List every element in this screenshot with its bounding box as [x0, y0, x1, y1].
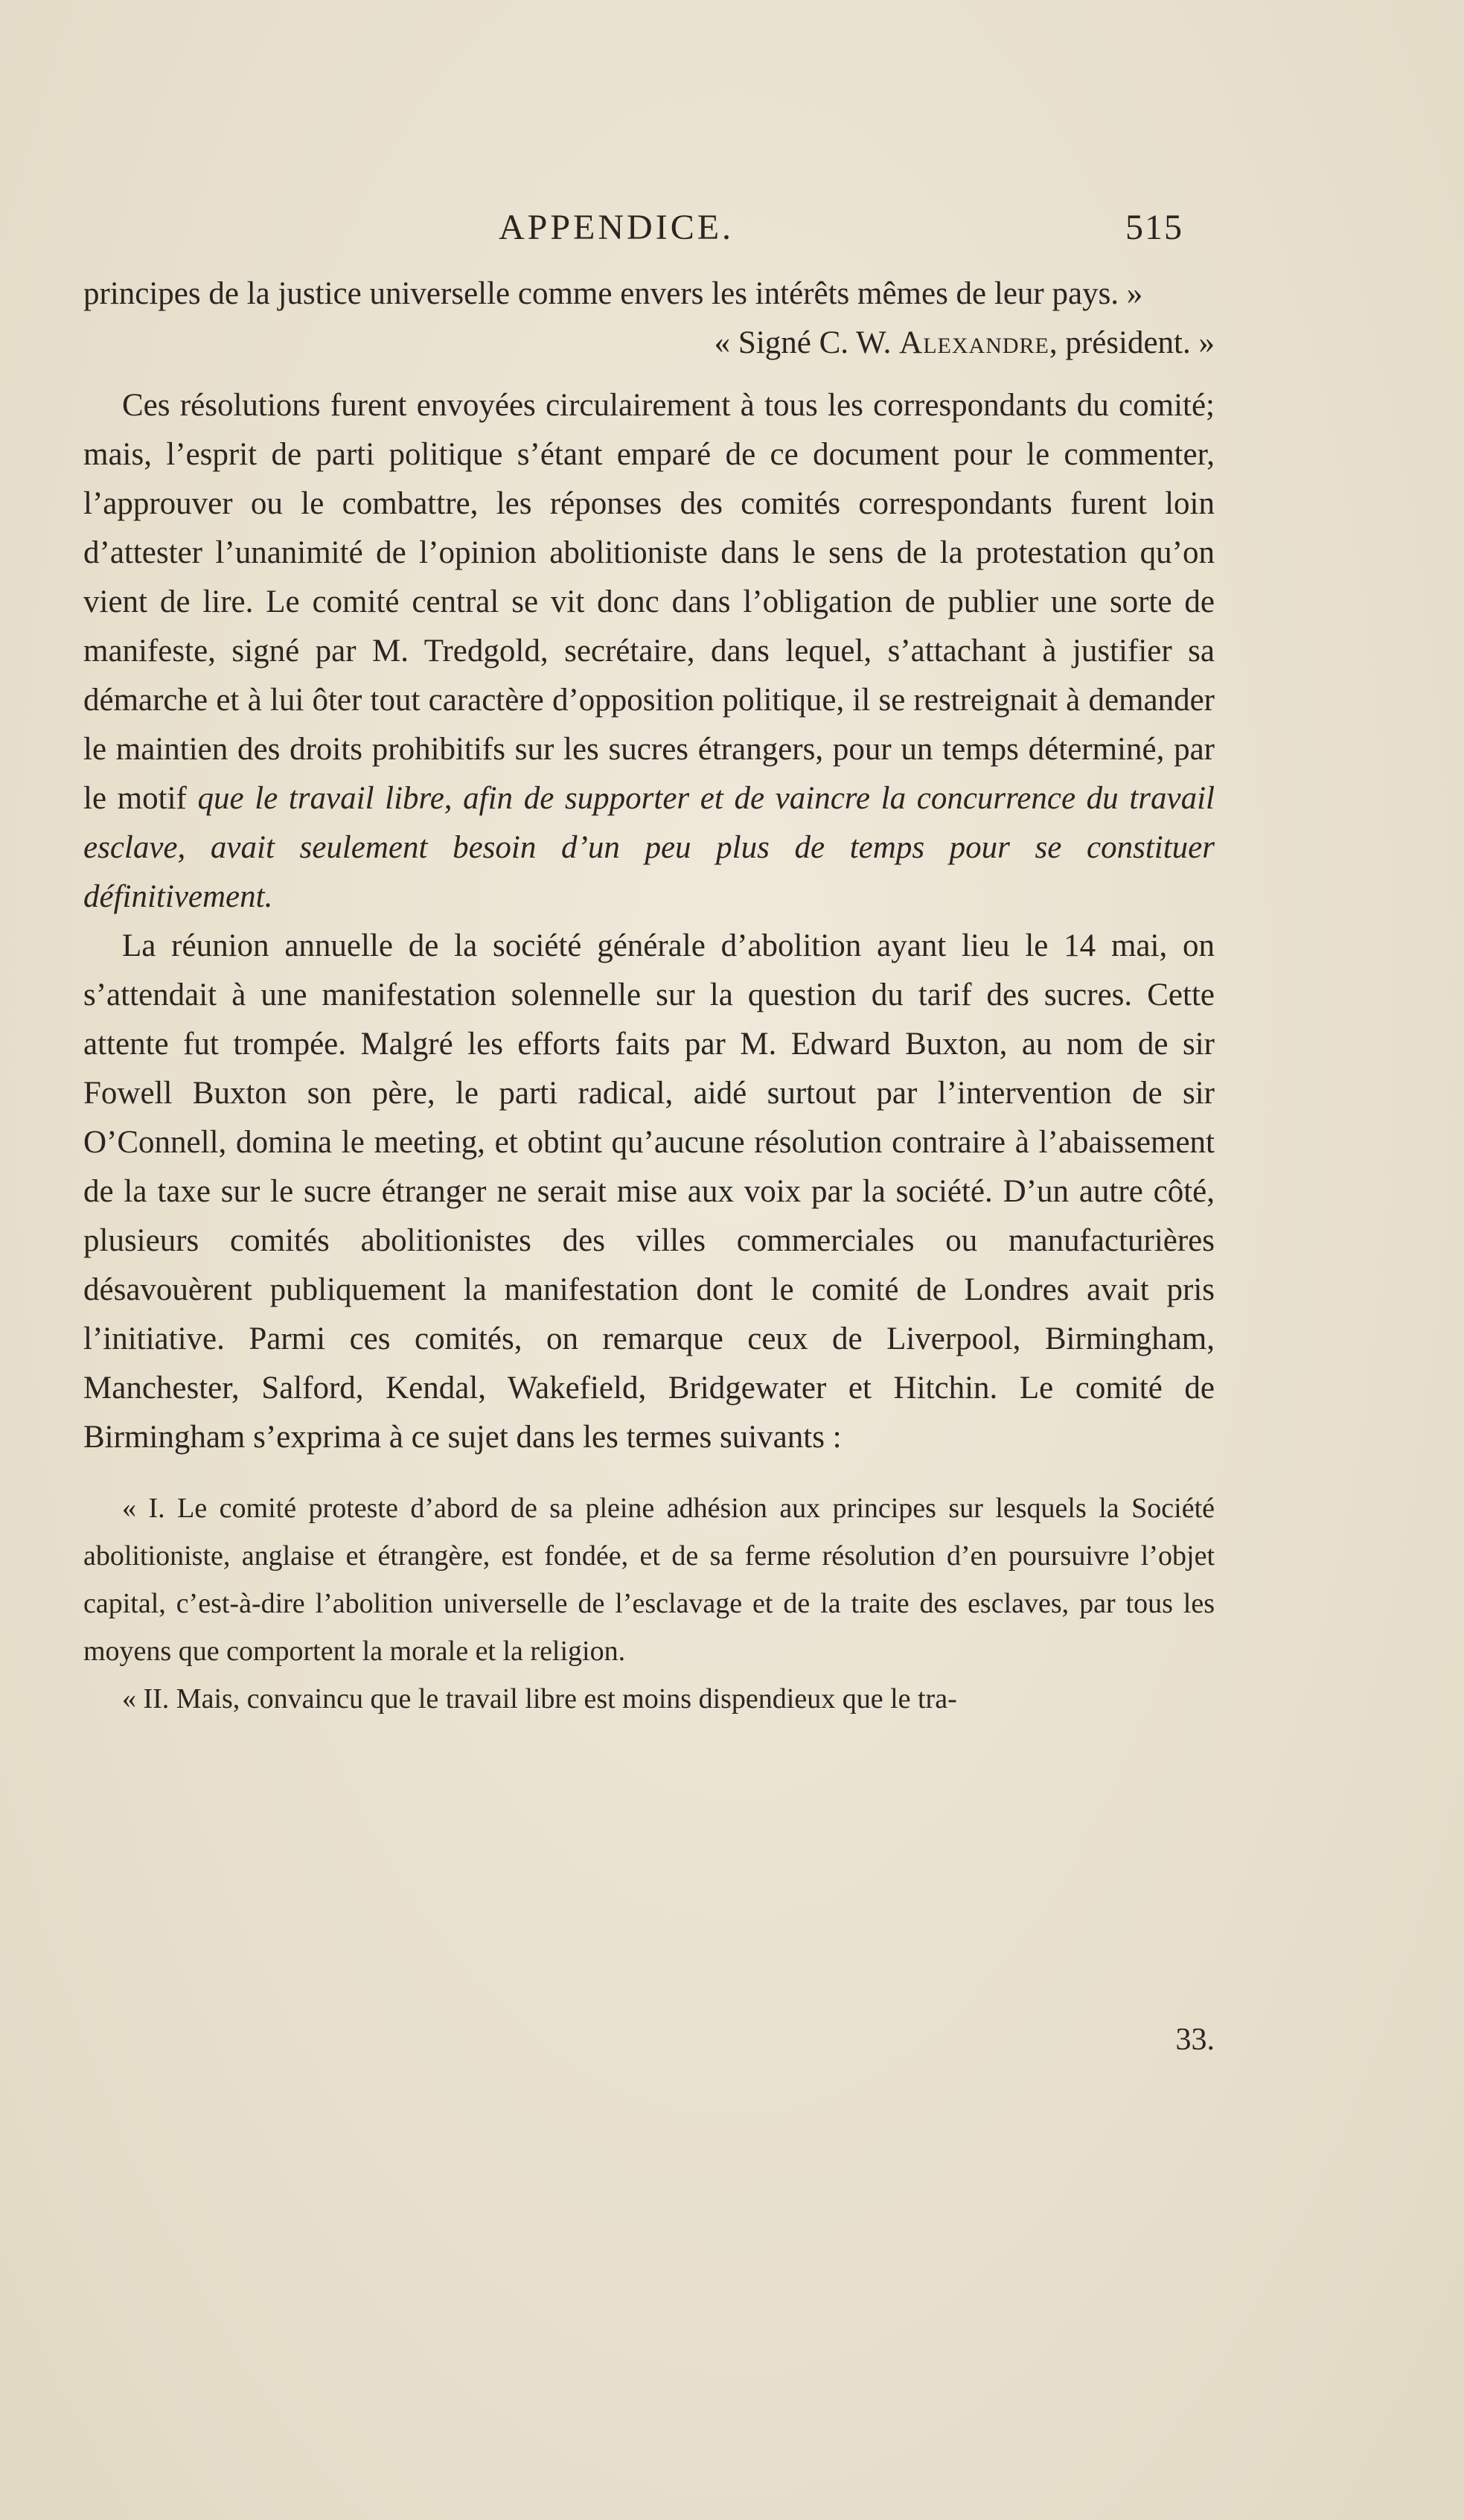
body-text	[83, 269, 1215, 1723]
quotation-block	[83, 1484, 1215, 1723]
page-number: 515	[1125, 208, 1183, 247]
paragraph-reunion: La réunion annuelle de la société générale d’abolition ayant lieu le 14 mai, on s’attendait à une manifestation solennelle sur la question du tarif des sucres. Cette attente fut trompée. Malgré les efforts faits par M. Edward Buxton, au nom de sir Fowell Buxton son père, le parti radical, aidé surtout par l’intervention de sir O’Connell, domina le meeting, et obtint qu’aucune résolution contraire à l’abaissement de la taxe sur le sucre étranger ne serait mise aux voix par la société. D’un autre côté, plusieurs comités abolitionistes des villes commerciales ou manufacturières désavouèrent publiquement la manifestation dont le comité de Londres avait pris l’initiative. Parmi ces comités, on remarque ceux de Liverpool, Birmingham, Manchester, Salford, Kendal, Wakefield, Bridgewater et Hitchin. Le comité de Birmingham s’exprima à ce sujet dans les termes suivants :	[83, 928, 1215, 1455]
running-head	[82, 207, 1183, 252]
signature-suffix: , président. »	[1049, 325, 1215, 360]
signature-prefix: « Signé C. W.	[714, 325, 900, 360]
signature-line	[83, 319, 1215, 368]
paragraph-resolutions-text: Ces résolutions furent envoyées circulairement à tous les correspondants du comité; mais, l’esprit de parti politique s’étant emparé de ce document pour le commenter, l’approuver ou le combattre, les réponses des comités correspondants furent loin d’attester l’unanimité de l’opinion abolitioniste dans le sens de la protestation qu’on vient de lire. Le comité central se vit donc dans l’obligation de publier une sorte de manifeste, signé par M. Tredgold, secrétaire, dans lequel, s’attachant à justifier sa démarche et à lui ôter tout caractère d’opposition politique, il se restreignait à demander le maintien des droits prohibitifs sur les sucres étrangers, pour un temps déterminé, par le motif	[83, 388, 1215, 816]
signature-name: Alexandre	[899, 325, 1049, 360]
running-title: APPENDICE.	[499, 208, 735, 247]
quotation-item-2: « II. Mais, convaincu que le travail libre est moins dispendieux que le tra-	[122, 1683, 957, 1714]
quotation-item-1: « I. Le comité proteste d’abord de sa pleine adhésion aux principes sur lesquels la Société abolitioniste, anglaise et étrangère, est fondée, et de sa ferme résolution d’en poursuivre l’objet capital, c’est-à-dire l’abolition universelle de l’esclavage et de la traite des esclaves, par tous les moyens que comportent la morale et la religion.	[83, 1493, 1215, 1667]
paragraph-resolutions-italic: que le travail libre, afin de supporter et de vaincre la concurrence du travail esclave, avait seulement besoin d’un peu plus de temps pour se constituer définitivement.	[83, 781, 1215, 914]
gathering-signature-mark: 33.	[1175, 2023, 1215, 2057]
paragraph-resolutions	[83, 381, 1215, 922]
paragraph-continued: principes de la justice universelle comme envers les intérêts mêmes de leur pays. »	[83, 276, 1143, 311]
